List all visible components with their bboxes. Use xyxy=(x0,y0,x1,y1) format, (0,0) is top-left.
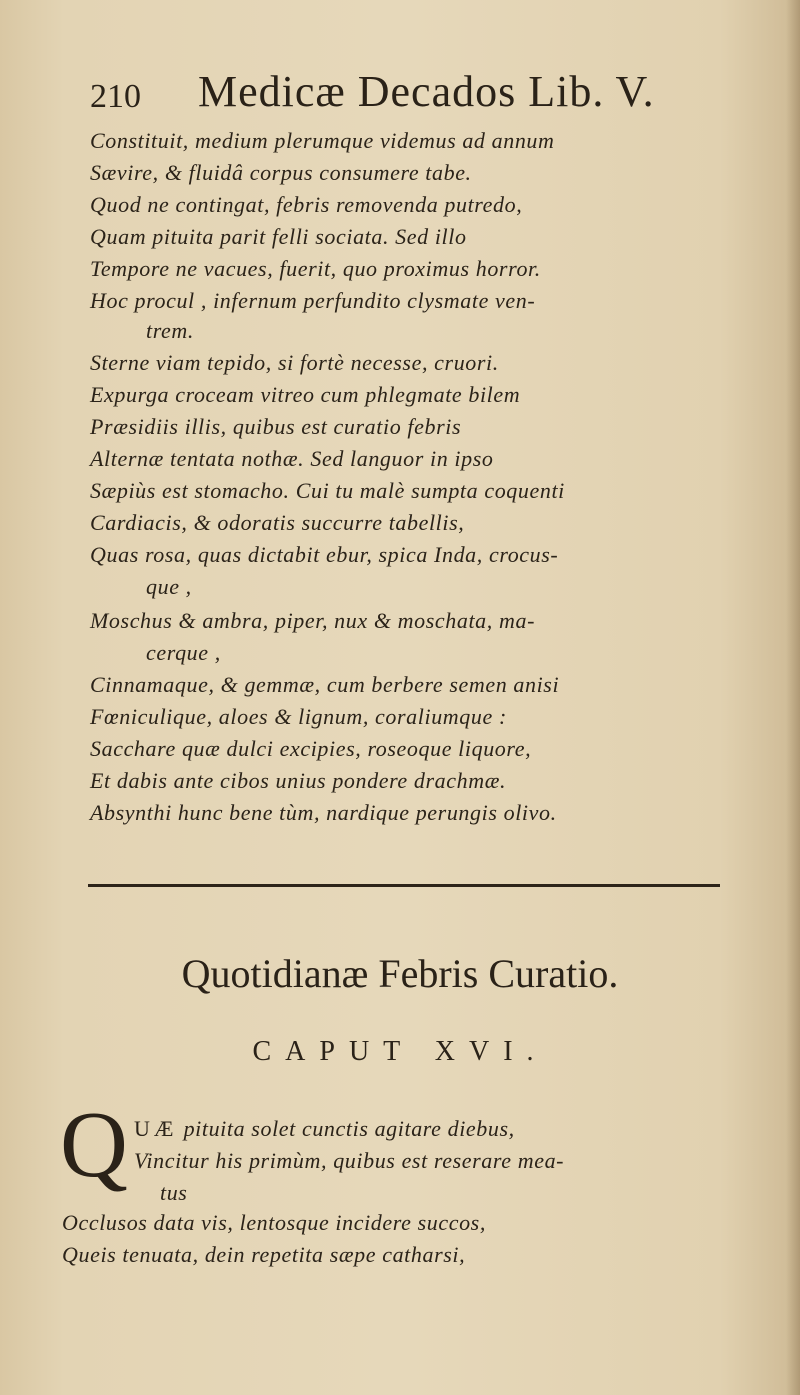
verse-line: Occlusos data vis, lentosque incidere succos, xyxy=(62,1210,486,1235)
verse-line-text: pituita solet cunctis agitare diebus, xyxy=(183,1116,515,1141)
verse-line-continuation: trem. xyxy=(146,318,195,343)
verse-line: Sæpiùs est stomacho. Cui tu malè sumpta coquenti xyxy=(90,478,565,503)
verse-line: Fœniculique, aloes & lignum, coraliumque : xyxy=(90,704,507,729)
verse-line: Moschus & ambra, piper, nux & moschata, ma- xyxy=(90,608,535,633)
drop-capital: Q xyxy=(60,1093,128,1197)
verse-line: Quod ne contingat, febris removenda putredo, xyxy=(90,192,523,217)
verse-line: Et dabis ante cibos unius pondere drachmæ. xyxy=(90,768,507,793)
verse-line: Alternæ tentata nothæ. Sed languor in ipso xyxy=(90,446,494,471)
section-divider-rule xyxy=(88,884,720,887)
verse-line-continuation: que , xyxy=(146,574,192,599)
section-title: Quotidianæ Febris Curatio. xyxy=(181,951,619,996)
lead-capitals: UÆ xyxy=(134,1116,178,1141)
verse-line: Sacchare quæ dulci excipies, roseoque liquore, xyxy=(90,736,532,761)
verse-line: Cardiacis, & odoratis succurre tabellis, xyxy=(90,510,465,535)
verse-line: Sterne viam tepido, si fortè necesse, cruori. xyxy=(90,350,499,375)
verse-line: Absynthi hunc bene tùm, nardique perungis olivo. xyxy=(90,800,557,825)
verse-line-first xyxy=(134,1116,800,1142)
verse-line: Tempore ne vacues, fuerit, quo proximus horror. xyxy=(90,256,541,281)
verse-line: Quam pituita parit felli sociata. Sed illo xyxy=(90,224,467,249)
verse-line: Præsidiis illis, quibus est curatio febris xyxy=(90,414,462,439)
verse-line: Quas rosa, quas dictabit ebur, spica Inda, crocus- xyxy=(90,542,559,567)
verse-line: Queis tenuata, dein repetita sæpe catharsi, xyxy=(62,1242,466,1267)
verse-line-continuation: tus xyxy=(160,1180,188,1205)
verse-line: Expurga croceam vitreo cum phlegmate bilem xyxy=(90,382,521,407)
verse-line: Constituit, medium plerumque videmus ad annum xyxy=(90,128,555,153)
chapter-heading: CAPUT XVI. xyxy=(252,1036,548,1067)
verse-line: Vincitur his primùm, quibus est reserare mea- xyxy=(134,1148,565,1173)
page-number: 210 xyxy=(90,78,141,115)
verse-line-continuation: cerque , xyxy=(146,640,221,665)
verse-line: Sævire, & fluidâ corpus consumere tabe. xyxy=(90,160,472,185)
running-title: Medicæ Decados Lib. V. xyxy=(198,67,655,116)
verse-line: Cinnamaque, & gemmæ, cum berbere semen anisi xyxy=(90,672,560,697)
verse-line: Hoc procul , infernum perfundito clysmate ven- xyxy=(90,288,536,313)
